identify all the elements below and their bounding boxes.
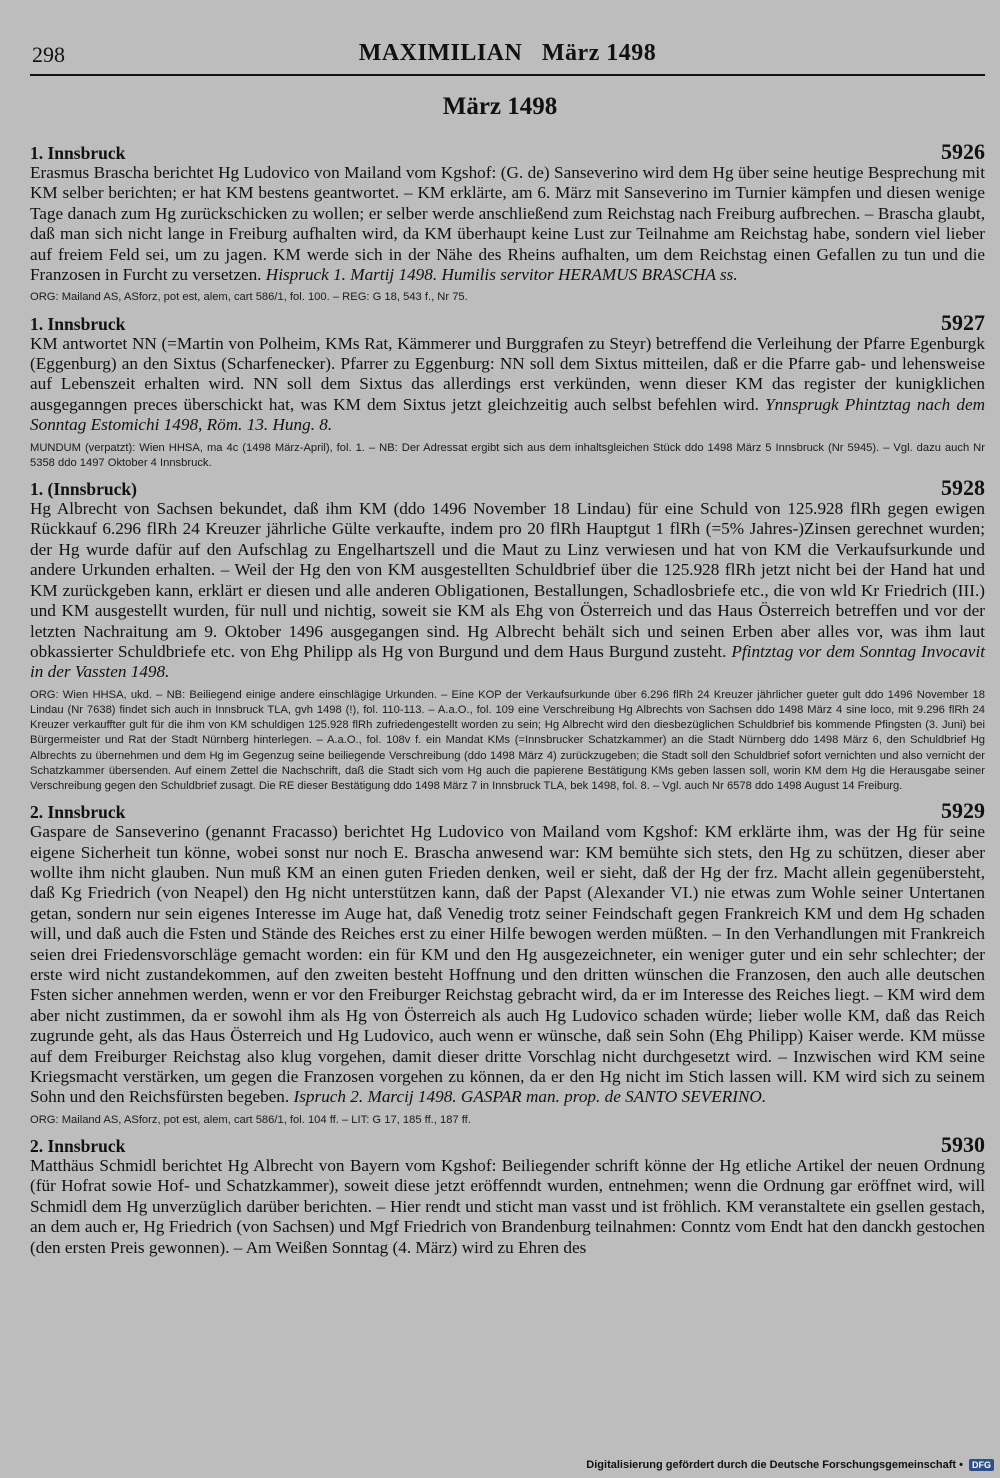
- month-heading: März 1498: [442, 93, 558, 120]
- entry-number: 5930: [941, 1132, 985, 1158]
- entry-place: 1. (Innsbruck): [30, 479, 137, 500]
- entry-closing: Hispruck 1. Martij 1498. Humilis servitor HERAMUS BRASCHA ss.: [265, 265, 738, 285]
- page-number: 298: [32, 42, 65, 67]
- entry-number: 5928: [941, 475, 985, 501]
- entry-header: [30, 798, 985, 824]
- entry-source: ORG: Wien HHSA, ukd. – NB: Beiliegend einige andere einschlägige Urkunden. – Eine KOP der Verkaufsurkunde über 6.296 flRh 24 Kreuzer jährlicher gueter gult ddo 1496 November 18 Lindau (Nr 7638) findet sich auch in Innsbruck TLA, gvh 1498 (!), fol. 110-113. – A.a.O., fol. 109 eine Verschreibung Hg Albrechts von Sachsen ddo 1498 März 4 sine loco, mit 9.296 flRh 24 Kreuzer verkauffter gult für die ihm von KM schuldigen 125.928 flRh zufriedengestellt worden zu sein; Hg Albrecht wird den diesbezüglichen Schuldbrief bis kommende Pfingsten (3. Juni) bei Bürgermeister und Rat der Stadt Nürnberg hinterlegen. – A.a.O., fol. 108v f. ein Mandat KMs (=Innsbrucker Schatzkammer) an die Stadt Nürnberg ddo 1498 März 6, den Schuldbrief Hg Albrechts zu übernehmen und dem Hg im Gegenzug seine beiliegende Verschreibung (ddo 1498 März 4) zurückzugeben; die Stadt soll den Schuldbrief sofort vernichten und also vernicht der Schatzkammer übersenden. Auf einem Zettel die Nachschrift, daß die Stadt sich vom Hg auch die papierene Bestätigung KMs geben lassen soll, worin KM dem Hg die Herausgabe seiner Verschreibung gegen den Schuldbrief zusagt. Die RE dieser Bestätigung ddo 1498 März 7 in Innsbruck TLA, bek 1498, fol. 8. – Vgl. auch Nr 6578 ddo 1498 August 14 Freiburg.: [30, 688, 985, 792]
- entry-5929: [30, 798, 985, 1128]
- footer-credit: Digitalisierung gefördert durch die Deutsche Forschungsgemeinschaft •: [586, 1459, 963, 1471]
- entry-closing: Pfintztag vor dem Sonntag Invocavit in der Vassten 1498.: [30, 641, 985, 682]
- entry-closing: Ispruch 2. Marcij 1498. GASPAR man. prop. de SANTO SEVERINO.: [293, 1087, 767, 1107]
- entry-number: 5926: [941, 139, 985, 164]
- entry-number: 5927: [941, 309, 985, 335]
- entry-header: [30, 475, 985, 501]
- entry-body: KM antwortet NN (=Martin von Polheim, KMs Rat, Kämmerer und Burggrafen zu Steyr) betreffend die Verleihung der Pfarre Egenburgk (Eggenburg) an den Sixtus (Scharfenecker). Pfarrer zu Eggenburg: NN soll dem Sixtus mitteilen, daß er die Pfarre gab- und lehensweise auf Lebenszeit erhalten wird. NN soll dem Sixtus das allerdings erst verkünden, wenn dieser KM das register der kunigklichen ausgeganngen preces überschickt hat, was KM dem Sixtus jetzt gleichzeitig auch selbst befehlen wird.: [30, 333, 985, 414]
- entry-body: Gaspare de Sanseverino (genannt Fracasso) berichtet Hg Ludovico von Mailand vom Kgshof: KM erklärte ihm, was der Hg für seine eigene Sicherheit tun könne, wobei sonst nur noch E. Brascha anwesend war: KM bemühte sich stets, den Hg zu schützen, dieser aber wollte ihm nicht glauben. Nun muß KM an einen guten Frieden denken, weil er sieht, daß der Hg der frz. Macht allein gegenübersteht, daß Kg Friedrich (von Neapel) den Hg nicht unterstützen kann, daß der Papst (Alexander VI.) nie etwas zum Wohle seiner Untertanen getan, sondern nur sein eigenes Interesse im Auge hat, daß Venedig trotz seiner Feindschaft gegen Frankreich KM und dem Hg schaden will, und daß auch die Fsten und Stände des Reiches erst zu einer Hilfe bewogen werden müßten. – In den Verhandlungen mit Frankreich seien drei Friedensvorschläge gemacht worden: ein für KM und den Hg ausgezeichneter, ein weniger guter und ein sehr schlechter; der erste wird nicht zustandekommen, auf den zweiten besteht Hoffnung und den dritten wünschen die Franzosen, den auch alle deutschen Fsten sicher annehmen werden, wenn er vor den Freiburger Reichstag gebracht wird, da er im Interesse des Reiches liegt. – KM wird dem aber nicht zustimmen, da er sowohl ihm als Hg von Österreich als auch Hg Ludovico schaden würde; lieber wolle KM, daß das Reich zugrunde geht, als das Haus Österreich und Hg Ludovico, auch wenn er wünsche, daß sein Sohn (Ehg Philipp) Kaiser werde. KM müsse auf dem Freiburger Reichstag also klug vorgehen, damit dieser dritte Vorschlag nicht durchgesetzt wird. – Inzwischen wird KM seine Kriegsmacht verstärken, um gegen die Franzosen vorgehen zu können, da er den Hg nicht im Stich lassen will. KM wird sich zu seinem Sohn und den Reichsfürsten begeben.: [30, 822, 985, 1107]
- running-title: MAXIMILIAN März 1498: [358, 40, 657, 66]
- entry-text: [30, 1156, 985, 1258]
- entry-text: [30, 822, 985, 1108]
- entry-header: [30, 1132, 985, 1158]
- entry-5928: [30, 475, 985, 794]
- entries-list: [30, 139, 986, 1266]
- entry-5927: [30, 309, 986, 471]
- dfg-logo-icon: DFG: [969, 1459, 994, 1471]
- entry-closing: Ynnsprugk Phintztag nach dem Sonntag Estomichi 1498, Röm. 13. Hung. 8.: [30, 394, 986, 435]
- entry-body: Matthäus Schmidl berichtet Hg Albrecht von Bayern vom Kgshof: Beiliegender schrift könne der Hg etliche Artikel der neuen Ordnung (für Hofrat sowie Hof- und Schatzkammer), soweit diese jetzt eröffenndt wurden, entnehmen; wenn die Ordnung gar eröffnet wird, will Schmidl dem Hg unverzüglich darüber berichten. – Hier rendt und sticht man vasst und ist fröhlich. KM veranstaltete ein gsellen gestach, an dem auch er, Hg Friedrich (von Sachsen) und Mgf Friedrich von Brandenburg teilnahmen: Conntz vom Endt hat den danckh gestochen (den ersten Preis gewonnen). – Am Weißen Sonntag (4. März) wird zu Ehren des: [30, 1156, 985, 1257]
- entry-text: [30, 163, 985, 285]
- entry-header: [30, 139, 985, 164]
- entry-body: Erasmus Brascha berichtet Hg Ludovico von Mailand vom Kgshof: (G. de) Sanseverino wird dem Hg über seine heutige Besprechung mit KM selber berichten; er hat KM bestens geantwortet. – KM erklärte, am 6. März mit Sanseverino im Turnier kämpfen und diesen wenige Tage danach zum Hg zurückschicken zu wollen; er selber werde anschließend zum Reichstag nach Freiburg aufbrechen. – Brascha glaubt, daß man sich nicht lange in Freiburg aufhalten wird, da KM überhaupt keine Lust zur Teilnahme am Reichstag habe, sondern viel lieber auf freiem Feld sei, um zu jagen. KM werde sich in der Nähe des Rheins aufhalten, um dem Reichstag einen Gefallen zu tun und die Franzosen in Furcht zu versetzen.: [30, 163, 985, 285]
- footer: [586, 1457, 994, 1473]
- entry-place: 1. Innsbruck: [30, 143, 126, 163]
- running-head: [30, 40, 985, 76]
- entry-place: 2. Innsbruck: [30, 1136, 126, 1157]
- entry-place: 2. Innsbruck: [30, 802, 126, 823]
- entry-source: MUNDUM (verpatzt): Wien HHSA, ma 4c (1498 März-April), fol. 1. – NB: Der Adressat ergibt sich aus dem inhaltsgleichen Stück ddo 1498 März 5 Innsbruck (Nr 5945). – Vgl. dazu auch Nr 5358 ddo 1497 Oktober 4 Innsbruck.: [30, 441, 985, 469]
- entry-text: [30, 334, 985, 436]
- entry-5930: [30, 1132, 985, 1258]
- entry-source: ORG: Mailand AS, ASforz, pot est, alem, cart 586/1, fol. 104 ff. – LIT: G 17, 185 ff., 187 ff.: [30, 1113, 471, 1126]
- entry-5926: [30, 139, 985, 306]
- entry-body: Hg Albrecht von Sachsen bekundet, daß ihm KM (ddo 1496 November 18 Lindau) für eine Schuld von 125.928 flRh gegen ewigen Rückkauf 6.296 flRh 24 Kreuzer jährliche Gülte verkaufte, indem pro 20 flRh Hauptgut 1 flRh (=5% Jahres-)Zinsen gerechnet wurden; der Hg wurde dafür auf den Aufschlag zu Engelhartszell und die Maut zu Linz verwiesen und hat von KM die Verkaufsurkunde und andere Urkunden erhalten. – Weil der Hg den von KM ausgestellten Schuldbrief über die 125.928 flRh jetzt nicht bei der Hand hat und KM zurückgeben kann, erklärt er diesen und alle anderen Obligationen, Bestallungen, Schadlosbriefe etc., die von wld Kr Friedrich (III.) und KM ausgestellt wurden, für null und nichtig, soweit sie KM als Ehg von Österreich und das Haus Österreich betreffen und vor der letzten Nachraitung am 9. Oktober 1496 ausgegangen sind. Hg Albrecht behält sich und seinen Erben aber alles vor, was ihm laut obkassierter Schuldbriefe etc. von Ehg Philipp als Hg von Burgund und dem Haus Burgund zusteht.: [30, 499, 985, 661]
- entry-source: ORG: Mailand AS, ASforz, pot est, alem, cart 586/1, fol. 100. – REG: G 18, 543 f., Nr 75.: [30, 291, 468, 304]
- entry-header: [30, 309, 985, 335]
- entry-place: 1. Innsbruck: [30, 313, 126, 334]
- entry-text: [30, 499, 985, 683]
- entry-number: 5929: [941, 798, 985, 824]
